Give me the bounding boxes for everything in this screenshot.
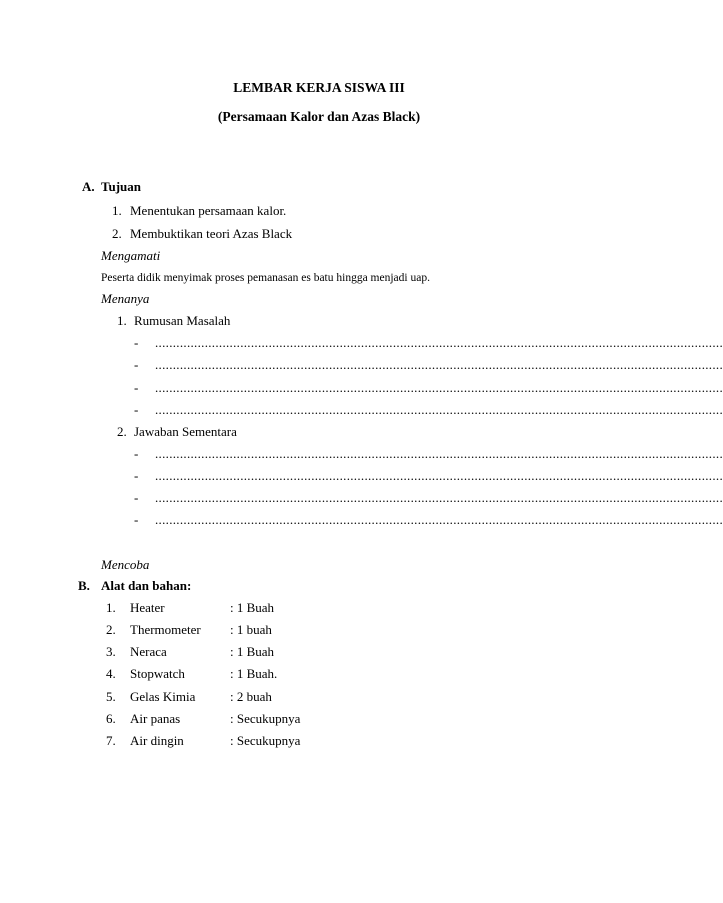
bullet-dash: - [134,512,139,527]
answer-dotline[interactable]: ................................................................................................................................................................ [155,380,723,395]
rumusan-label: Rumusan Masalah [134,313,231,328]
bullet-dash: - [134,357,139,372]
goal-text: Menentukan persamaan kalor. [130,203,287,218]
item-quantity: : 2 buah [230,689,272,704]
answer-dotline[interactable]: ................................................................................................................................................................ [155,490,723,505]
item-name: Air panas [130,711,181,726]
item-name: Gelas Kimia [130,689,196,704]
bullet-dash: - [134,490,139,505]
answer-dotline[interactable]: ................................................................................................................................................................ [155,402,723,417]
page-subtitle: (Persamaan Kalor dan Azas Black) [217,109,421,124]
item-number: 2. [106,622,116,637]
item-name: Heater [130,600,165,615]
answer-dotline[interactable]: ................................................................................................................................................................ [155,335,723,350]
bullet-dash: - [134,402,139,417]
answer-dotline[interactable]: ................................................................................................................................................................ [155,357,723,372]
item-number: 6. [106,711,116,726]
item-number: 7. [106,733,116,748]
item-quantity: : Secukupnya [230,733,301,748]
page-title: LEMBAR KERJA SISWA III [233,80,405,95]
item-quantity: : 1 Buah [230,600,275,615]
item-number: 3. [106,644,116,659]
answer-dotline[interactable]: ................................................................................................................................................................ [155,512,723,527]
item-number: 5. [106,689,116,704]
section-b-label: B. [78,578,90,593]
mencoba-label: Mencoba [101,557,150,572]
item-quantity: : 1 Buah. [230,666,278,681]
rumusan-number: 1. [117,313,127,328]
jawaban-label: Jawaban Sementara [134,424,237,439]
mengamati-text: Peserta didik menyimak proses pemanasan es batu hingga menjadi uap. [101,272,430,284]
menanya-label: Menanya [101,291,150,306]
answer-dotline[interactable]: ................................................................................................................................................................ [155,468,723,483]
item-name: Neraca [130,644,167,659]
item-quantity: : 1 Buah [230,644,275,659]
item-name: Thermometer [130,622,201,637]
bullet-dash: - [134,380,139,395]
item-name: Stopwatch [130,666,185,681]
item-quantity: : 1 buah [230,622,272,637]
goal-number: 2. [112,226,122,241]
jawaban-number: 2. [117,424,127,439]
section-a-heading: Tujuan [101,179,141,194]
item-name: Air dingin [130,733,184,748]
bullet-dash: - [134,335,139,350]
item-number: 1. [106,600,116,615]
item-quantity: : Secukupnya [230,711,301,726]
goal-text: Membuktikan teori Azas Black [130,226,293,241]
goal-number: 1. [112,203,122,218]
mengamati-label: Mengamati [101,248,161,263]
section-a-label: A. [82,179,95,194]
section-b-heading: Alat dan bahan: [101,578,192,593]
answer-dotline[interactable]: ................................................................................................................................................................ [155,446,723,461]
bullet-dash: - [134,446,139,461]
item-number: 4. [106,666,116,681]
bullet-dash: - [134,468,139,483]
